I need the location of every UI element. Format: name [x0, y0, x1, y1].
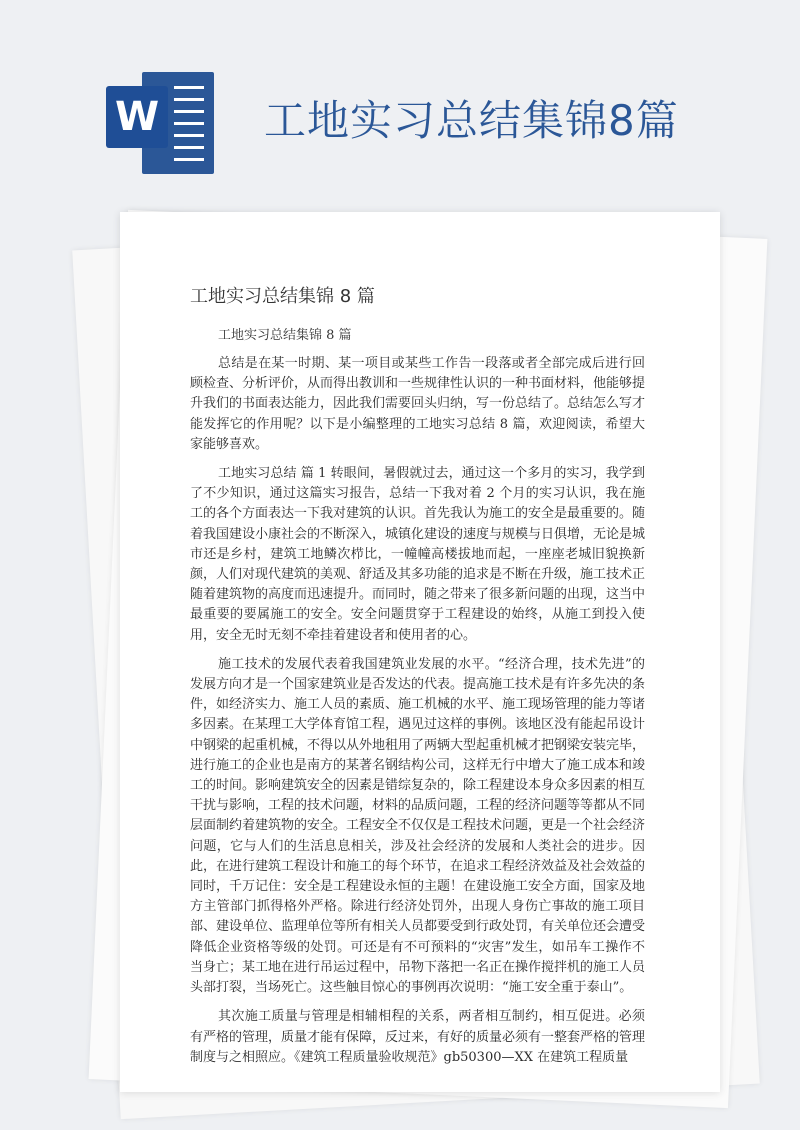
paragraph-technology: 施工技术的发展代表着我国建筑业发展的水平。“经济合理，技术先进”的发展方向才是一个国家建筑业是否发达的代表。提高施工技术是有许多先决的条件，如经济实力、施工人员的素质、施工机械的水平、施工现场管理的能力等诸多因素。在某理工大学体育馆工程，遇见过这样的事例。该地区没有能起吊设计中钢梁的起重机械，不得以从外地租用了两辆大型起重机械才把钢梁安装完毕，进行施工的企业也是南方的某著名钢结构公司，这样无行中增大了施工成本和竣工的时间。影响建筑安全的因素是错综复杂的，除工程建设本身众多因素的相互干扰与影响，工程的技术问题，材料的品质问题，工程的经济问题等等都从不同层面制约着建筑物的安全。工程安全不仅仅是工程技术问题，更是一个社会经济问题，它与人们的生活息息相关，涉及社会经济的发展和人类社会的进步。因此，在进行建筑工程设计和施工的每个环节，在追求工程经济效益及社会效益的同时，千万记住：安全是工程建设永恒的主题！在建设施工安全方面，国家及地方主管部门抓得格外严格。除进行经济处罚外，出现人身伤亡事故的施工项目部、建设单位、监理单位等所有相关人员都要受到行政处罚，有关单位还会遭受降低企业资格等级的处罚。可还是有不可预料的“灾害”发生，如吊车工操作不当身亡；某工地在进行吊运过程中，吊物下落把一名正在操作搅拌机的施工人员头部打裂，当场死亡。这些触目惊心的事例再次说明：“施工安全重于泰山”。	[190, 656, 646, 996]
word-w-icon: W	[106, 86, 168, 148]
paragraph-quality: 其次施工质量与管理是相辅相程的关系，两者相互制约，相互促进。必须有严格的管理，质量才能有保障，反过来，有好的质量必须有一整套严格的管理制度与之相照应。《建筑工程质量验收规范》gb50300—XX 在建筑工程质量	[190, 1009, 646, 1065]
document-subtitle: 工地实习总结集锦 8 篇	[218, 328, 352, 343]
document-page	[120, 212, 720, 1092]
paragraph-safety: 工地实习总结 篇 1 转眼间，暑假就过去，通过这一个多月的实习，我学到了不少知识，通过这篇实习报告，总结一下我对着 2 个月的实习认识，我在施工的各个方面表达一下我对建筑的认识。首先我认为施工的安全是最重要的。随着我国建设小康社会的不断深入，城镇化建设的速度与规模与日俱增，无论是城市还是乡村，建筑工地鳞次栉比，一幢幢高楼拔地而起，一座座老城旧貌换新颜，人们对现代建筑的美观、舒适及其多功能的追求是不断在升级，施工技术正随着建筑物的高度而迅速提升。而同时，随之带来了很多新问题的出现，这当中最重要的要属施工的安全。安全问题贯穿于工程建设的始终，从施工到投入使用，安全无时无刻不牵挂着建设者和使用者的心。	[190, 466, 646, 643]
paragraph-intro: 总结是在某一时期、某一项目或某些工作告一段落或者全部完成后进行回顾检查、分析评价，从而得出教训和一些规律性认识的一种书面材料，他能够提升我们的书面表达能力，因此我们需要回头归纳，写一份总结了。总结怎么写才能发挥它的作用呢？以下是小编整理的工地实习总结 8 篇，欢迎阅读，希望大家能够喜欢。	[190, 356, 646, 452]
document-body	[190, 326, 645, 1077]
banner-title: 工地实习总结集锦8篇	[264, 96, 679, 145]
document-title: 工地实习总结集锦 8 篇	[190, 286, 375, 307]
word-logo	[106, 72, 218, 176]
